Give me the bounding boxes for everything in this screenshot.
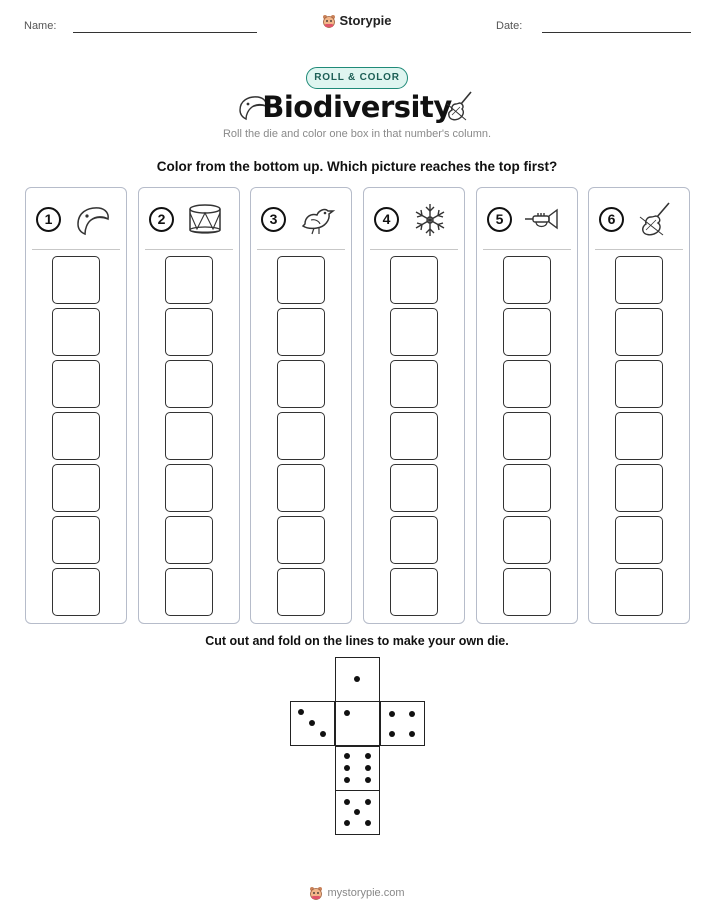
color-box[interactable]	[503, 256, 551, 304]
column-1	[25, 187, 127, 624]
pip	[365, 820, 371, 826]
color-box[interactable]	[277, 568, 325, 616]
pip	[365, 799, 371, 805]
pip	[365, 753, 371, 759]
date-line[interactable]	[542, 32, 691, 33]
pip	[389, 711, 395, 717]
color-box[interactable]	[52, 464, 100, 512]
color-box[interactable]	[52, 360, 100, 408]
die-face-top	[335, 657, 380, 702]
cutout-instruction: Cut out and fold on the lines to make your own die.	[205, 634, 509, 648]
storypie-mascot-icon	[309, 886, 323, 900]
pip	[320, 731, 326, 737]
pip	[365, 765, 371, 771]
color-box[interactable]	[277, 256, 325, 304]
violin-icon	[444, 90, 474, 126]
snowflake-icon	[410, 202, 450, 238]
color-box[interactable]	[165, 464, 213, 512]
column-number: 6	[599, 207, 624, 232]
die-face-back	[335, 790, 380, 835]
color-box[interactable]	[390, 516, 438, 564]
color-box[interactable]	[165, 568, 213, 616]
color-box[interactable]	[165, 412, 213, 460]
column-3	[250, 187, 352, 624]
color-box[interactable]	[615, 412, 663, 460]
color-box[interactable]	[503, 568, 551, 616]
column-divider	[257, 249, 345, 250]
pip	[309, 720, 315, 726]
color-box[interactable]	[503, 412, 551, 460]
color-box[interactable]	[165, 360, 213, 408]
color-box[interactable]	[615, 516, 663, 564]
column-number: 1	[36, 207, 61, 232]
color-box[interactable]	[390, 412, 438, 460]
column-number: 3	[261, 207, 286, 232]
color-box[interactable]	[277, 464, 325, 512]
toucan-icon	[72, 202, 112, 238]
footer-url[interactable]: mystorypie.com	[327, 887, 405, 899]
die-face-bottom	[335, 746, 380, 791]
subtitle: Roll the die and color one box in that number's column.	[222, 128, 492, 140]
column-4	[363, 187, 465, 624]
column-5	[476, 187, 578, 624]
color-box[interactable]	[390, 308, 438, 356]
color-box[interactable]	[615, 568, 663, 616]
pip	[409, 731, 415, 737]
color-box[interactable]	[165, 256, 213, 304]
color-box[interactable]	[165, 516, 213, 564]
trumpet-icon	[523, 202, 563, 238]
storypie-mascot-icon	[322, 14, 336, 28]
brand-logo	[0, 13, 714, 31]
column-number: 5	[487, 207, 512, 232]
column-divider	[595, 249, 683, 250]
pip	[344, 765, 350, 771]
die-face-right	[380, 701, 425, 746]
pip	[344, 799, 350, 805]
color-box[interactable]	[277, 360, 325, 408]
column-divider	[370, 249, 458, 250]
column-divider	[483, 249, 571, 250]
color-box[interactable]	[390, 360, 438, 408]
bird-icon	[297, 202, 337, 238]
pip	[298, 709, 304, 715]
page-title: Biodiversity	[262, 90, 452, 124]
name-label: Name:	[24, 20, 57, 32]
pip	[389, 731, 395, 737]
column-divider	[32, 249, 120, 250]
footer	[0, 886, 714, 903]
color-box[interactable]	[165, 308, 213, 356]
color-box[interactable]	[52, 568, 100, 616]
pip	[344, 820, 350, 826]
color-box[interactable]	[277, 412, 325, 460]
color-box[interactable]	[277, 516, 325, 564]
color-box[interactable]	[503, 464, 551, 512]
column-divider	[145, 249, 233, 250]
date-label: Date:	[496, 20, 523, 32]
die-face-left	[290, 701, 335, 746]
color-box[interactable]	[52, 516, 100, 564]
color-box[interactable]	[52, 412, 100, 460]
die-face-center	[335, 701, 380, 746]
pip	[344, 710, 350, 716]
color-box[interactable]	[503, 308, 551, 356]
pip	[354, 676, 360, 682]
color-box[interactable]	[390, 464, 438, 512]
column-6	[588, 187, 690, 624]
roll-color-badge: ROLL & COLOR	[306, 67, 408, 89]
color-box[interactable]	[390, 568, 438, 616]
color-box[interactable]	[52, 256, 100, 304]
color-box[interactable]	[615, 256, 663, 304]
pip	[344, 753, 350, 759]
pip	[344, 777, 350, 783]
brand-name: Storypie	[339, 13, 392, 28]
color-box[interactable]	[615, 360, 663, 408]
color-box[interactable]	[503, 360, 551, 408]
color-box[interactable]	[503, 516, 551, 564]
drum-icon	[185, 202, 225, 238]
color-box[interactable]	[390, 256, 438, 304]
pip	[354, 809, 360, 815]
color-box[interactable]	[615, 464, 663, 512]
name-line[interactable]	[73, 32, 257, 33]
column-number: 4	[374, 207, 399, 232]
color-box[interactable]	[277, 308, 325, 356]
pip	[409, 711, 415, 717]
color-box[interactable]	[52, 308, 100, 356]
column-2	[138, 187, 240, 624]
instruction-text: Color from the bottom up. Which picture reaches the top first?	[156, 159, 558, 174]
pip	[365, 777, 371, 783]
color-box[interactable]	[615, 308, 663, 356]
column-number: 2	[149, 207, 174, 232]
violin-icon	[635, 202, 675, 238]
